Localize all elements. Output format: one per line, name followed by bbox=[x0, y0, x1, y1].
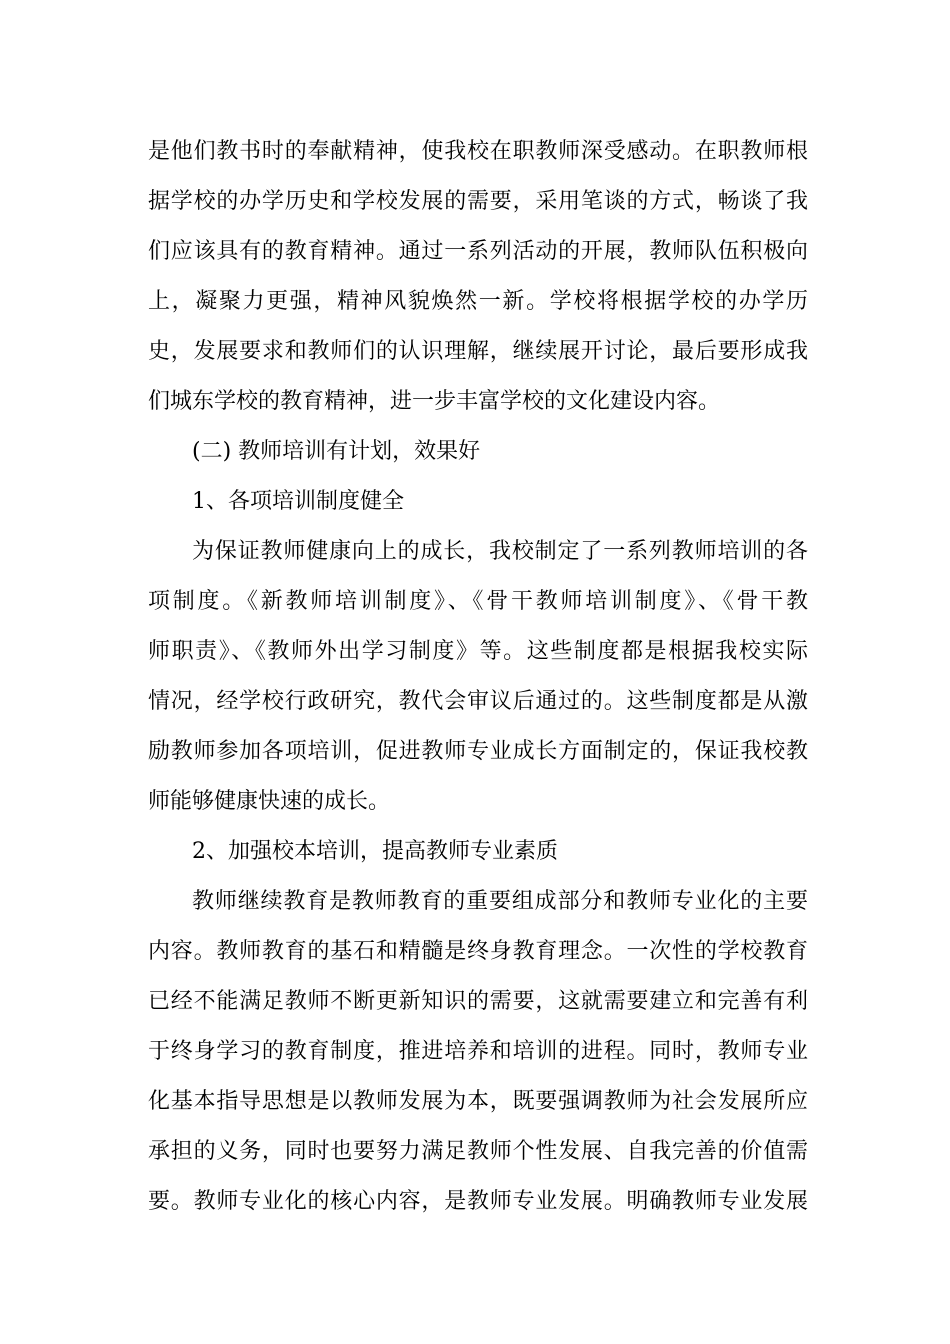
text-line: 于终身学习的教育制度，推进培养和培训的进程。同时，教师专业 bbox=[148, 1039, 808, 1064]
text-line: 史，发展要求和教师们的认识理解，继续展开讨论，最后要形成我 bbox=[148, 339, 808, 364]
text-line: 化基本指导思想是以教师发展为本，既要强调教师为社会发展所应 bbox=[148, 1089, 808, 1114]
paragraph-first-line: 为保证教师健康向上的成长，我校制定了一系列教师培训的各 bbox=[192, 539, 808, 564]
text-line: 内容。教师教育的基石和精髓是终身教育理念。一次性的学校教育 bbox=[148, 939, 808, 964]
text-line: 要。教师专业化的核心内容，是教师专业发展。明确教师专业发展 bbox=[148, 1189, 808, 1214]
text-line: 是他们教书时的奉献精神，使我校在职教师深受感动。在职教师根 bbox=[148, 139, 808, 164]
text-line: 项制度。《新教师培训制度》、《骨干教师培训制度》、《骨干教 bbox=[148, 589, 808, 614]
text-line: 励教师参加各项培训，促进教师专业成长方面制定的，保证我校教 bbox=[148, 739, 808, 764]
subsection-heading: 1、各项培训制度健全 bbox=[192, 489, 404, 514]
paragraph-first-line: 教师继续教育是教师教育的重要组成部分和教师专业化的主要 bbox=[192, 889, 808, 914]
text-line: 据学校的办学历史和学校发展的需要，采用笔谈的方式，畅谈了我 bbox=[148, 189, 808, 214]
text-line: 师能够健康快速的成长。 bbox=[148, 789, 391, 814]
text-line: 情况，经学校行政研究，教代会审议后通过的。这些制度都是从激 bbox=[148, 689, 808, 714]
text-line: 们城东学校的教育精神，进一步丰富学校的文化建设内容。 bbox=[148, 389, 721, 414]
section-heading: (二) 教师培训有计划，效果好 bbox=[192, 439, 481, 464]
text-line: 师职责》、《教师外出学习制度》等。这些制度都是根据我校实际 bbox=[148, 639, 808, 664]
text-line: 上，凝聚力更强，精神风貌焕然一新。学校将根据学校的办学历 bbox=[148, 289, 808, 314]
subsection-heading: 2、加强校本培训，提高教师专业素质 bbox=[192, 839, 558, 864]
text-line: 们应该具有的教育精神。通过一系列活动的开展，教师队伍积极向 bbox=[148, 239, 808, 264]
text-line: 已经不能满足教师不断更新知识的需要，这就需要建立和完善有利 bbox=[148, 989, 808, 1014]
text-line: 承担的义务，同时也要努力满足教师个性发展、自我完善的价值需 bbox=[148, 1139, 808, 1164]
